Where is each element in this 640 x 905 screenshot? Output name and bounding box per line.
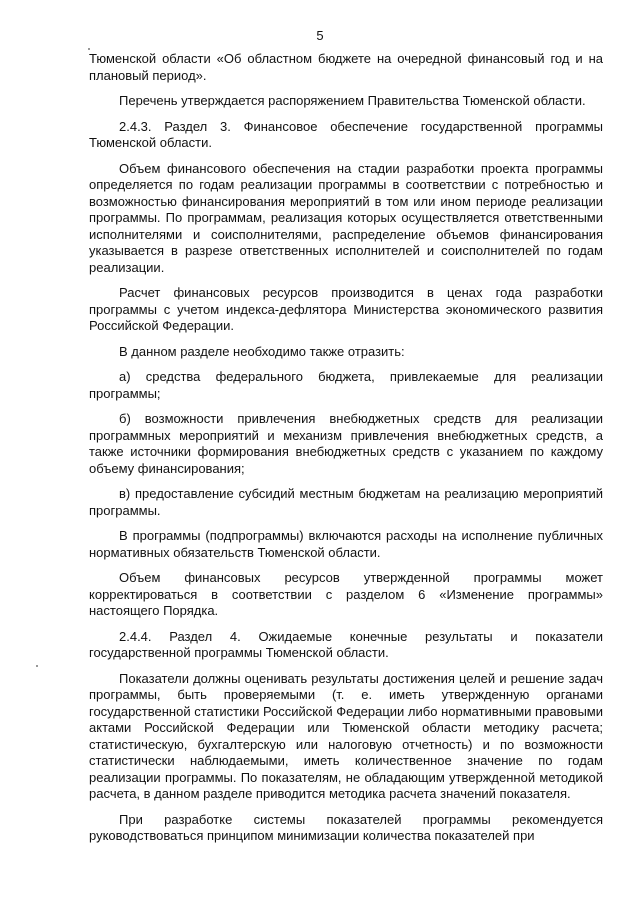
document-body — [89, 51, 603, 854]
paragraph-resource-calculation: Расчет финансовых ресурсов производится в ценах года разработки программы с учетом индекса-дефлятора Министерства экономического развития Российской Федерации. — [89, 285, 603, 333]
paragraph-section-requirements: В данном разделе необходимо также отразить: — [119, 343, 405, 359]
scan-speck — [36, 665, 38, 667]
scan-speck — [88, 48, 90, 50]
list-item-a: а) средства федерального бюджета, привлекаемые для реализации программы; — [89, 369, 603, 401]
paragraph-financing-volume: Объем финансового обеспечения на стадии разработки проекта программы определяется по годам реализации программы в соответствии с потребностью и возможностью финансирования мероприятий в том или ином периоде реализации программы. По программам, реализация которых осуществляется ответственными исполнителями и соисполнителями, распределение объемов финансирования указывается в разрезе ответственных исполнителей и соисполнителей по годам реализации. — [89, 160, 603, 275]
list-item-b: б) возможности привлечения внебюджетных средств для реализации программных мероприятий и механизм привлечения внебюджетных средств, а также источники формирования внебюджетных средств с указанием по каждому объему финансирования; — [89, 411, 603, 476]
paragraph-volume-adjustment: Объем финансовых ресурсов утвержденной программы может корректироваться в соответствии с разделом 6 «Изменение программы» настоящего Порядка. — [89, 570, 603, 618]
section-heading-2-4-3: 2.4.3. Раздел 3. Финансовое обеспечение государственной программы Тюменской области. — [89, 118, 603, 150]
paragraph-continuation: Тюменской области «Об областном бюджете на очередной финансовый год и на плановый период». — [89, 51, 603, 83]
page-number: 5 — [316, 28, 324, 43]
paragraph-list-approval: Перечень утверждается распоряжением Правительства Тюменской области. — [119, 93, 586, 108]
paragraph-indicator-system: При разработке системы показателей программы рекомендуется руководствоваться принципом минимизации количества показателей при — [89, 811, 603, 843]
section-heading-2-4-4: 2.4.4. Раздел 4. Ожидаемые конечные результаты и показатели государственной программы Тюменской области. — [89, 628, 603, 660]
paragraph-indicators: Показатели должны оценивать результаты достижения целей и решение задач программы, быть проверяемыми (т. е. иметь утвержденную органами государственной статистики Российской Федерации либо нормативными правовыми актами Российской Федерации или Тюменской области методику расчета; статистическую, бухгалтерскую или налоговую отчетность) и по возможности статистически наблюдаемыми, иметь количественное значение по годам реализации программы. По показателям, не обладающим утвержденной методикой расчета, в данном разделе приводится методика расчета значений показателя. — [89, 670, 603, 801]
paragraph-public-obligations: В программы (подпрограммы) включаются расходы на исполнение публичных нормативных обязательств Тюменской области. — [89, 528, 603, 560]
list-item-c: в) предоставление субсидий местным бюджетам на реализацию мероприятий программы. — [89, 486, 603, 518]
